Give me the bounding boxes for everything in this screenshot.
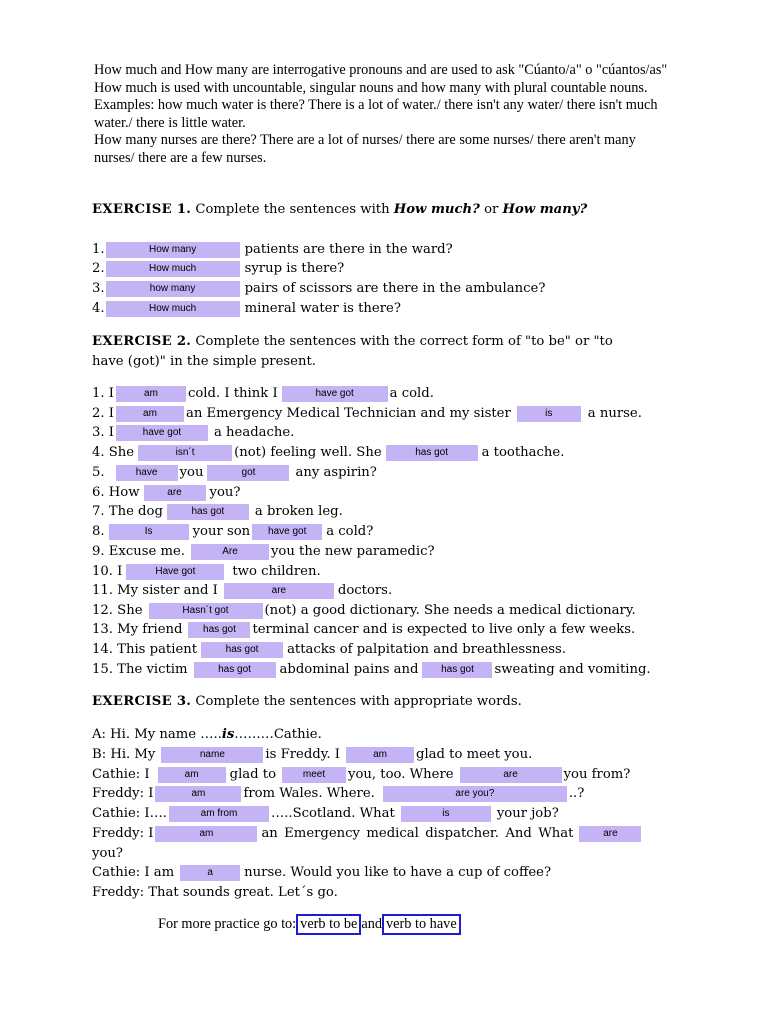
dialogue-line-wrapped: Freddy: I am an Emergency medical dispatcher. And What are you?: [92, 824, 677, 863]
answer-field[interactable]: has got: [386, 445, 478, 461]
answer-field[interactable]: isn´t: [138, 445, 232, 461]
exercise-1-heading: EXERCISE 1. Complete the sentences with How much? or How many?: [92, 202, 588, 217]
answer-field[interactable]: is: [401, 806, 491, 822]
answer-field[interactable]: meet: [282, 767, 346, 783]
dialogue-line: Freddy: I am from Wales. Where. are you? ..?: [92, 786, 585, 801]
dialogue-line: Cathie: I…. am from …..Scotland. What is your job?: [92, 806, 559, 821]
exercise-2-item: 3. I have got a headache.: [92, 425, 295, 440]
dialogue-line: Cathie: I am glad to meet you, too. Where are you from?: [92, 767, 631, 782]
intro-line: How much is used with uncountable, singular nouns and how many with plural countable nouns.: [94, 79, 648, 96]
answer-field[interactable]: am: [116, 406, 184, 422]
intro-paragraph: [94, 62, 744, 168]
verb-to-have-link[interactable]: verb to have: [382, 914, 461, 935]
exercise-2-item: 11. My sister and I are doctors.: [92, 583, 393, 598]
intro-line: nurses/ there are a few nurses.: [94, 149, 267, 166]
answer-field[interactable]: am: [346, 747, 414, 763]
answer-field[interactable]: has got: [188, 622, 250, 638]
exercise-2-item: 13. My friend has got terminal cancer and is expected to live only a few weeks.: [92, 622, 636, 637]
answer-field[interactable]: Is: [109, 524, 189, 540]
answer-field[interactable]: has got: [422, 662, 492, 678]
exercise-2-item: 6. How are you?: [92, 485, 241, 500]
exercise-3-heading: EXERCISE 3. Complete the sentences with appropriate words.: [92, 694, 522, 709]
answer-field[interactable]: How many: [106, 242, 240, 258]
exercise-2-heading: EXERCISE 2. Complete the sentences with the correct form of "to be" or "to have (got)" in the simple present.: [92, 334, 613, 369]
answer-field[interactable]: How much: [106, 261, 240, 277]
answer-field[interactable]: Have got: [126, 564, 224, 580]
exercise-2-item: 4. She isn´t (not) feeling well. She has got a toothache.: [92, 445, 565, 460]
answer-field[interactable]: have got: [252, 524, 322, 540]
answer-field[interactable]: got: [207, 465, 289, 481]
answer-field[interactable]: are: [224, 583, 334, 599]
answer-field[interactable]: is: [517, 406, 581, 422]
intro-line: Examples: how much water is there? There is a lot of water./ there isn't any water/ there isn't much: [94, 97, 658, 114]
answer-field[interactable]: has got: [201, 642, 283, 658]
answer-field[interactable]: how many: [106, 281, 240, 297]
answer-field[interactable]: are: [460, 767, 562, 783]
exercise-2-item: 15. The victim has got abdominal pains and has got sweating and vomiting.: [92, 662, 651, 677]
answer-field[interactable]: has got: [194, 662, 276, 678]
exercise-2-item: 10. I Have got two children.: [92, 564, 321, 579]
exercise-1-item: 4. How much mineral water is there?: [92, 301, 401, 316]
answer-field[interactable]: has got: [167, 504, 249, 520]
answer-field[interactable]: are: [579, 826, 641, 842]
answer-field[interactable]: How much: [106, 301, 240, 317]
answer-field[interactable]: have got: [282, 386, 388, 402]
exercise-1-item: 3. how many pairs of scissors are there in the ambulance?: [92, 281, 546, 296]
answer-field[interactable]: Hasn´t got: [149, 603, 263, 619]
footer-more-practice: For more practice go to: verb to be and verb to have: [158, 914, 461, 935]
dialogue-line: Freddy: That sounds great. Let´s go.: [92, 885, 338, 900]
intro-line: How many nurses are there? There are a lot of nurses/ there are some nurses/ there aren't many: [94, 132, 636, 149]
exercise-2-item: 9. Excuse me. Are you the new paramedic?: [92, 544, 435, 559]
answer-field[interactable]: Are: [191, 544, 269, 560]
exercise-2-item: 2. I am an Emergency Medical Technician and my sister is a nurse.: [92, 406, 642, 421]
exercise-2-item: 14. This patient has got attacks of palpitation and breathlessness.: [92, 642, 566, 657]
exercise-2-item: 7. The dog has got a broken leg.: [92, 504, 343, 519]
intro-line: water./ there is little water.: [94, 114, 246, 131]
answer-field[interactable]: have got: [116, 425, 208, 441]
answer-field[interactable]: are: [144, 485, 206, 501]
answer-field[interactable]: am: [116, 386, 186, 402]
exercise-2-item: 1. I am cold. I think I have got a cold.: [92, 386, 434, 401]
answer-field[interactable]: have: [116, 465, 178, 481]
answer-field[interactable]: are you?: [383, 786, 567, 802]
answer-field[interactable]: am: [158, 767, 226, 783]
answer-field[interactable]: name: [161, 747, 263, 763]
exercise-2-item: 12. She Hasn´t got (not) a good dictionary. She needs a medical dictionary.: [92, 603, 636, 618]
exercise-2-item: 8. Is your son have got a cold?: [92, 524, 374, 539]
exercise-2-item: 5. have you got any aspirin?: [92, 465, 377, 480]
answer-field[interactable]: am: [155, 786, 241, 802]
answer-field[interactable]: a: [180, 865, 240, 881]
answer-field[interactable]: am: [155, 826, 257, 842]
exercise-1-item: 1. How many patients are there in the ward?: [92, 242, 453, 257]
dialogue-line: B: Hi. My name is Freddy. I am glad to meet you.: [92, 747, 533, 762]
verb-to-be-link[interactable]: verb to be: [296, 914, 361, 935]
dialogue-line: Cathie: I am a nurse. Would you like to have a cup of coffee?: [92, 865, 552, 880]
exercise-1-item: 2. How much syrup is there?: [92, 261, 345, 276]
intro-line: How much and How many are interrogative pronouns and are used to ask "Cúanto/a" o "cúantos/as": [94, 62, 668, 78]
dialogue-line: A: Hi. My name …..is………Cathie.: [92, 727, 322, 742]
answer-field[interactable]: am from: [169, 806, 269, 822]
